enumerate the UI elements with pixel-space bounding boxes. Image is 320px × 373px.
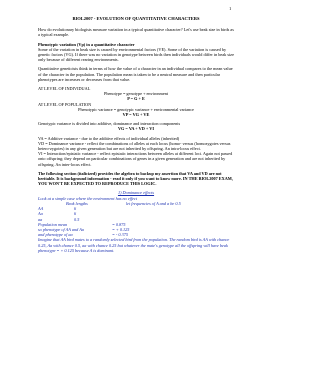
population-equation: VP = VG + VE bbox=[122, 112, 150, 118]
dominance-variance-definition: VD = Dominance variance - reflect the combinations of alleles at each locus (homo- versus (homozygotes versus hetero-zygotes) in any given generation but are not inherited by offspring. An intra-locus effect. bbox=[38, 140, 231, 152]
additive-variance-definition: VA = Additive variance - due to the additive effects of individual alleles (inherited) bbox=[38, 135, 180, 141]
frequency-header: let frequencies of A and a be 0.5 bbox=[126, 200, 181, 206]
individual-equation: P = G + E bbox=[127, 96, 145, 102]
genotypic-equation: VG = VA + VD + VI bbox=[117, 126, 154, 132]
simple-case-line: Look at a simple case where the environment has no effect bbox=[38, 195, 138, 201]
phenotype-aa-row: so phenotype of AA and Aa = + 0.125 bbox=[38, 226, 130, 232]
individual-equation-words: Phenotype = genotype + environment bbox=[103, 91, 169, 97]
phenotype-recessive-row: and phenotype of aa = - 0.375 bbox=[38, 232, 128, 238]
phenotypic-paragraph: Some of the variation in beak size is caused by environmental factors (VE). Some of the variation is caused by genetic factors (VG). If there was no variation in genotype between birds then individuals would differ in beak size only because of different rearing environments. bbox=[38, 46, 234, 63]
table-row: aa 0.5 bbox=[38, 216, 80, 222]
italic-algebra-section bbox=[38, 190, 234, 252]
table-row: Aa 6 bbox=[38, 211, 77, 217]
dominance-effects-heading: 1) Dominance effects bbox=[117, 190, 155, 196]
algebra-note: The following section (italicized) provides the algebra to backup my assertion that VA and VD are not heritable. It is background information - read it only if you want to know more. IN THE BIOL2007 EXAM, YOU WON'T BE EXPECTED TO REPRODUCE THIS LOGIC. bbox=[38, 170, 233, 187]
random-mating-paragraph: Imagine that AA bird mates to a randomly selected bird from the population. The random bird is AA with chance 0.25, Aa with chance 0.5, aa with chance 0.25 but whatever the mate's genotype all the offspring will have beak phenotype = + 0.125 because A is dominant. bbox=[38, 237, 230, 253]
quantitative-genetics-paragraph: Quantitative geneticists think in terms of how the value of a character in an individual compares to the mean value of the character in the population. The population mean is taken to be a neutral measure and then particular phenotypes are increases or decreases from that value. bbox=[38, 66, 233, 82]
individual-level-label: AT LEVEL OF INDIVIDUAL bbox=[38, 86, 91, 92]
population-mean-row: Population mean = 0.875 bbox=[38, 221, 126, 227]
population-equation-words: Phenotypic variance = genotypic variance + environmental variance bbox=[78, 106, 194, 112]
document-body bbox=[38, 8, 234, 253]
table-row: AA 6 bbox=[38, 206, 77, 212]
phenotypic-heading: Phenotypic variation (Vp) in a quantitative character bbox=[38, 41, 135, 47]
page-number: 1 bbox=[229, 6, 232, 11]
population-level-label: AT LEVEL OF POPULATION bbox=[38, 101, 92, 107]
intro-paragraph: How do evolutionary biologists measure variation in a typical quantitative character? Let's use beak size in birds as a typical example. bbox=[38, 27, 234, 38]
beak-lengths-header: Beak lengths bbox=[66, 200, 88, 206]
page-title: BIOL2007 - EVOLUTION OF QUANTITATIVE CHARACTERS bbox=[72, 16, 200, 21]
interaction-variance-definition: VI = Interaction/epistatic variance - reflect epistatic interactions between alleles at different loci. Again not passed onto offspring; they depend on particular combinations of genes in a given generation and are not inherited by offspring. An inter-locus effect. bbox=[38, 151, 233, 167]
genotypic-intro: Genotypic variance is divided into additive, dominance and interaction components bbox=[38, 121, 181, 127]
